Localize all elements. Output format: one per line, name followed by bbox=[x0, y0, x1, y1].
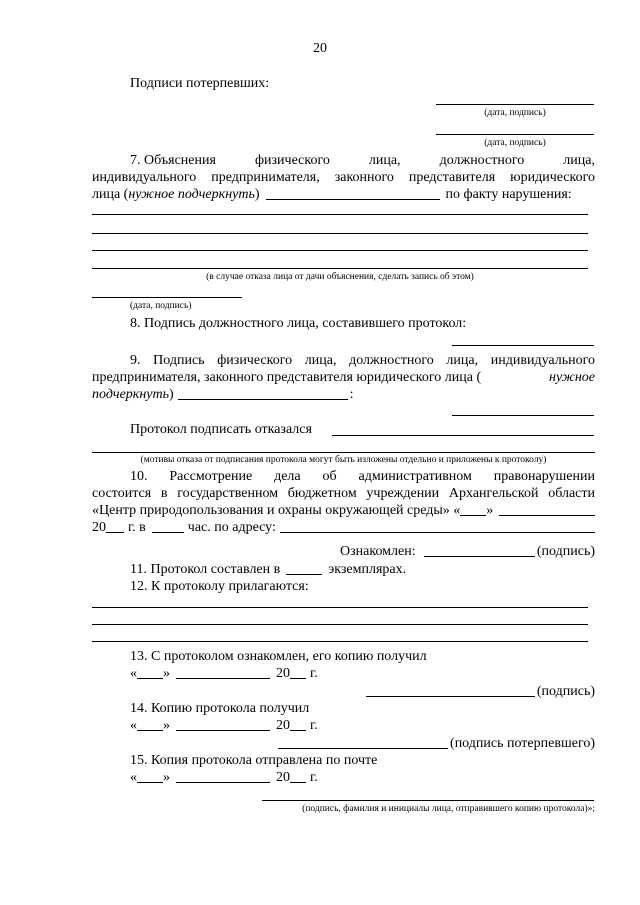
section-9-line-1: 9. Подпись физического лица, должностного лица, индивидуального bbox=[130, 353, 595, 368]
year-blank[interactable] bbox=[106, 519, 124, 533]
refused-line[interactable] bbox=[332, 435, 594, 436]
s14-day-blank[interactable] bbox=[137, 717, 163, 731]
victims-signatures-label: Подписи потерпевших: bbox=[130, 76, 270, 91]
date-signature-caption-3: (дата, подпись) bbox=[130, 301, 192, 311]
section-13-date: « » 20 г. bbox=[130, 666, 318, 681]
s15-day-blank[interactable] bbox=[137, 769, 163, 783]
section-8: 8. Подпись должностного лица, составившего протокол: bbox=[130, 316, 467, 331]
explanation-line-2[interactable] bbox=[92, 233, 588, 234]
section-10-line-3: «Центр природопользования и охраны окружающей среды» « » bbox=[92, 502, 595, 519]
official-signature-line[interactable] bbox=[452, 345, 594, 346]
refusal-motives-line[interactable] bbox=[92, 452, 595, 453]
subject-underline[interactable] bbox=[266, 186, 440, 200]
month-blank[interactable] bbox=[499, 502, 595, 516]
sender-note: (подпись, фамилия и инициалы лица, отправившего копию протокола)»; bbox=[302, 804, 595, 814]
section-9-line-2: предпринимателя, законного представителя юридического лица ( нужное bbox=[92, 370, 595, 385]
explanation-line-4[interactable] bbox=[92, 268, 588, 269]
s13-signature-blank[interactable] bbox=[366, 683, 535, 697]
day-blank[interactable] bbox=[460, 502, 486, 516]
copies-blank[interactable] bbox=[286, 561, 322, 575]
section-9-line-3: подчеркнуть ) : bbox=[92, 387, 354, 402]
victim-signature-line-2[interactable] bbox=[436, 134, 594, 135]
attachments-line-3[interactable] bbox=[92, 641, 588, 642]
date-signature-caption-1: (дата, подпись) bbox=[484, 108, 546, 118]
s15-month-blank[interactable] bbox=[176, 769, 270, 783]
acquainted-signature-blank[interactable] bbox=[424, 543, 535, 557]
attachments-line-1[interactable] bbox=[92, 607, 588, 608]
subject-underline-2[interactable] bbox=[178, 386, 348, 400]
s14-signature-blank[interactable] bbox=[278, 735, 448, 749]
page-number: 20 bbox=[313, 41, 327, 56]
section-10-line-4: 20 г. в час. по адресу: bbox=[92, 519, 595, 536]
section-7-line-3: лица ( нужное подчеркнуть ) по факту нарушения: bbox=[92, 187, 572, 202]
section-12: 12. К протоколу прилагаются: bbox=[130, 579, 309, 594]
refusal-motives-note: (мотивы отказа от подписания протокола могут быть изложены отдельно и приложены к протоколу) bbox=[140, 455, 547, 465]
explanation-date-line[interactable] bbox=[92, 297, 242, 298]
date-signature-caption-2: (дата, подпись) bbox=[484, 138, 546, 148]
victim-signature-line-1[interactable] bbox=[436, 104, 594, 105]
section-13: 13. С протоколом ознакомлен, его копию получил bbox=[130, 649, 427, 664]
section-10-line-2: состоится в государственном бюджетном учреждении Архангельской области bbox=[92, 486, 595, 501]
s13-month-blank[interactable] bbox=[176, 665, 270, 679]
refusal-note: (в случае отказа лица от дачи объяснения, сделать запись об этом) bbox=[206, 272, 474, 282]
s13-day-blank[interactable] bbox=[137, 665, 163, 679]
acquainted-line: Ознакомлен: (подпись) bbox=[340, 544, 595, 559]
hour-blank[interactable] bbox=[152, 519, 184, 533]
section-10-line-1: 10. Рассмотрение дела об административном правонарушении bbox=[130, 469, 595, 484]
person-signature-line[interactable] bbox=[452, 415, 594, 416]
section-7-line-1: 7. Объяснения физического лица, должностного лица, bbox=[130, 153, 595, 168]
s14-year-blank[interactable] bbox=[290, 717, 306, 731]
address-blank[interactable] bbox=[280, 519, 595, 533]
sender-signature-line[interactable] bbox=[262, 800, 594, 801]
section-14: 14. Копию протокола получил bbox=[130, 701, 310, 716]
section-14-signature: (подпись потерпевшего) bbox=[278, 735, 595, 752]
s13-year-blank[interactable] bbox=[290, 665, 306, 679]
section-7-line-2: индивидуального предпринимателя, законного представителя юридического bbox=[92, 170, 595, 185]
section-15-date: « » 20 г. bbox=[130, 770, 318, 785]
section-15: 15. Копия протокола отправлена по почте bbox=[130, 753, 378, 768]
explanation-line-1[interactable] bbox=[92, 214, 588, 215]
refused-label: Протокол подписать отказался bbox=[130, 422, 312, 437]
s15-year-blank[interactable] bbox=[290, 769, 306, 783]
section-14-date: « » 20 г. bbox=[130, 718, 318, 733]
attachments-line-2[interactable] bbox=[92, 624, 588, 625]
s14-month-blank[interactable] bbox=[176, 717, 270, 731]
explanation-line-3[interactable] bbox=[92, 250, 588, 251]
section-13-signature: (подпись) bbox=[366, 683, 595, 700]
section-11: 11. Протокол составлен в экземплярах. bbox=[130, 562, 407, 577]
